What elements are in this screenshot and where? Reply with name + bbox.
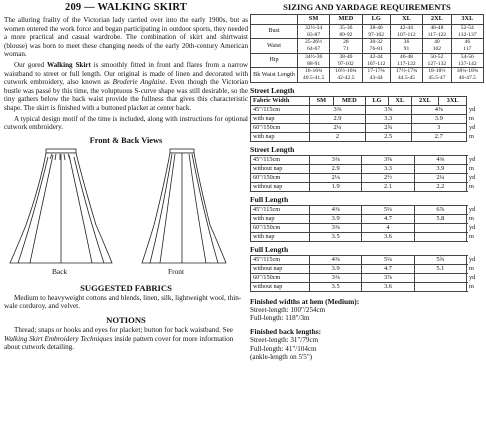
measurement-cm: 91 <box>403 46 410 53</box>
yardage-cell-2xl-3xl <box>414 223 466 232</box>
intro-paragraph-2 <box>4 61 248 113</box>
yardage-cell-sm-med: 1.9 <box>310 182 362 191</box>
measurement-cell <box>423 53 452 67</box>
intro-p2-broderie: Broderie Anglaise <box>112 78 166 87</box>
yardage-unit: m <box>469 282 474 290</box>
intro-p2-skirt-name: Walking Skirt <box>46 60 91 69</box>
front-view-drawing <box>142 149 226 263</box>
yardage-cell-lg-xl: 3.3 <box>365 114 411 123</box>
yardage-table <box>250 155 484 192</box>
measurement-inches: 46-48 <box>430 25 444 31</box>
yardage-row-label: without nap <box>251 164 310 173</box>
yardage-unit: yd <box>469 255 476 263</box>
intro-paragraph-1: The alluring frailty of the Victorian lady carried over into the early 1900s, but as women entered the work force and began participating in outdoor sports, they needed a more practical and casual wardrobe. The combination of skirt and shirtwaist (blouse) was born to meet these changing needs of the early 20th-century American woman. <box>4 16 248 59</box>
yardage-table <box>250 255 484 292</box>
yardage-cell-sm-med: 2.9 <box>310 114 366 123</box>
size-header: XL <box>390 15 422 25</box>
yardage-row-label: without nap <box>251 182 310 191</box>
measurement-cell <box>330 53 362 67</box>
yardage-row <box>251 114 484 123</box>
yardage-row <box>251 273 484 282</box>
measurement-cm: 107-112 <box>366 60 386 67</box>
yardage-cell-lg-xl: 5¼ <box>362 255 414 264</box>
yardage-row-label: 45"/115cm <box>251 155 310 164</box>
body-measurement-row <box>251 53 484 67</box>
yardage-unit: m <box>469 132 474 140</box>
yardage-row-label: 45"/115cm <box>251 105 310 114</box>
measurement-cm: 117-122 <box>397 60 416 67</box>
yardage-sections <box>250 86 484 292</box>
measurement-cm: 97-102 <box>337 60 354 67</box>
yardage-row-label: without nap <box>251 264 310 273</box>
measurement-cell <box>423 39 452 53</box>
yardage-unit: m <box>469 114 474 122</box>
measurement-cm: 42-42.5 <box>337 74 355 81</box>
measurement-inches: 36 <box>403 39 410 46</box>
size-header: SM <box>298 15 330 25</box>
finished-back-street: Street-length: 31"/79cm <box>250 336 319 345</box>
intro-p2-part-c: is smoothly fitted in front and flares from a narrow waistband to street or full length. Our original is made of linen and decorated with cutwork embroidery, also known as <box>4 60 248 87</box>
measurement-label: Bust <box>251 25 298 39</box>
body-measurement-row <box>251 39 484 53</box>
yardage-header-row <box>251 96 484 105</box>
measurement-inches: 32½-34 <box>305 25 323 31</box>
yardage-header-unit-blank <box>467 96 484 105</box>
size-header: 2XL <box>423 15 452 25</box>
measurement-inches: 30-32 <box>369 39 383 46</box>
yardage-header-cell: SM <box>310 96 334 105</box>
measurement-inches: 42-44 <box>369 53 383 60</box>
yardage-unit: m <box>469 214 474 222</box>
yardage-cell-sm-med: 2 <box>310 132 366 141</box>
yardage-row-label: with nap <box>251 232 310 241</box>
measurement-cm: 117-122 <box>427 31 447 38</box>
measurement-cm: 107-112 <box>397 31 416 38</box>
yardage-section-title: Street Length <box>250 85 295 95</box>
yardage-unit: yd <box>469 205 476 213</box>
notions-title: NOTIONS <box>106 314 146 325</box>
measurement-cm: 127-132 <box>427 60 447 67</box>
size-header-row <box>251 15 484 25</box>
yardage-row <box>251 155 484 164</box>
yardage-cell-lg-xl: 2.5 <box>365 132 411 141</box>
measurement-cm: 43-44 <box>369 74 383 81</box>
yardage-section-title: Street Length <box>250 144 295 154</box>
measurement-cell <box>390 68 422 82</box>
yardage-cell-lg-xl: 2½ <box>362 173 414 182</box>
notions-part-1: Thread; snaps or hooks and eyes for placket; button for back waistband. See <box>14 325 233 334</box>
measurement-cell <box>330 39 362 53</box>
measurement-cell <box>423 68 452 82</box>
yardage-header-cell: MED <box>333 96 365 105</box>
measurement-cm: 137-142 <box>458 60 477 67</box>
measurement-cm: 132-137 <box>458 31 477 38</box>
yardage-cell-lg-xl: 3⅞ <box>362 273 414 282</box>
yardage-cell-sm-med: 3.5 <box>310 282 362 291</box>
yardage-row <box>251 214 484 223</box>
measurement-cm: 71 <box>343 46 349 53</box>
measurement-cell <box>298 53 330 67</box>
size-header: MED <box>330 15 362 25</box>
yardage-cell-lg-xl: 3⅝ <box>362 155 414 164</box>
yardage-cell-sm-med: 3⅜ <box>310 223 362 232</box>
yardage-cell-sm-med: 3.9 <box>310 264 362 273</box>
yardage-row-label: with nap <box>251 132 310 141</box>
yardage-cell-sm-med: 3⅜ <box>310 273 362 282</box>
measurement-inches: 46-48 <box>399 53 413 60</box>
measurement-label: Hip <box>251 53 298 67</box>
yardage-row <box>251 182 484 191</box>
yardage-cell-2xl-3xl: 3.9 <box>411 114 466 123</box>
yardage-cell-2xl-3xl <box>414 232 466 241</box>
skirt-drawings <box>4 145 248 269</box>
measurement-label: Bk Waist Length <box>251 68 298 82</box>
skirt-views <box>4 145 248 281</box>
yardage-row-label: 60"/150cm <box>251 273 310 282</box>
size-header: LG <box>362 15 390 25</box>
measurement-cell <box>451 39 483 53</box>
yardage-row <box>251 223 484 232</box>
yardage-cell-sm-med: 2⅛ <box>310 173 362 182</box>
yardage-cell-2xl-3xl <box>414 282 466 291</box>
measurement-cm: 46-47.5 <box>458 74 476 81</box>
measurement-cell <box>362 68 390 82</box>
measurement-cell <box>362 53 390 67</box>
yardage-unit: m <box>469 182 474 190</box>
measurement-cm: 76-81 <box>369 46 383 53</box>
right-column <box>250 2 484 362</box>
yardage-cell-2xl-3xl: 3 <box>411 123 466 132</box>
yardage-cell-lg-xl: 4.7 <box>362 214 414 223</box>
yardage-unit: m <box>469 164 474 172</box>
measurement-cm: 97-102 <box>368 31 385 38</box>
intro-p2-part-e: . Even though the Victorian bustle was passé by this time, the voluptuous S-curve shape was still desirable, so the tiny gathers below the back waist provide the fullness that gives this characteristic shape. The skirt is finished with a buttoned placket at center back. <box>4 78 248 112</box>
yardage-unit: yd <box>469 223 476 231</box>
measurement-inches: 38-40 <box>369 25 383 31</box>
finished-width-full: Full-length: 118"/3m <box>250 314 310 323</box>
measurement-cell <box>298 39 330 53</box>
yardage-row-label: with nap <box>251 114 310 123</box>
yardage-row <box>251 282 484 291</box>
measurement-cm: 64-67 <box>307 46 321 53</box>
notions-text <box>4 326 248 352</box>
measurement-inches: 42-44 <box>399 25 413 31</box>
yardage-cell-lg-xl: 3⅝ <box>365 105 411 114</box>
yardage-cell-sm-med: 4⅜ <box>310 255 362 264</box>
measurement-cell <box>423 25 452 39</box>
measurement-inches: 16½-16¾ <box>335 68 357 75</box>
measurement-cm: 40.5-41.5 <box>302 74 325 81</box>
yardage-section-title: Full Length <box>250 194 289 204</box>
measurement-inches: 17½-17¾ <box>395 68 418 75</box>
yardage-cell-lg-xl: 2.1 <box>362 182 414 191</box>
measurement-inches: 35-36 <box>339 25 353 31</box>
measurement-inches: 18¼-18¾ <box>456 68 479 75</box>
measurement-inches: 40 <box>434 39 440 46</box>
yardage-cell-sm-med: 3⅜ <box>310 155 362 164</box>
measurement-cell <box>390 25 422 39</box>
measurement-inches: 38-40 <box>339 53 353 60</box>
yardage-table <box>250 96 484 142</box>
back-view-label: Back <box>52 266 68 276</box>
measurement-cell <box>451 53 483 67</box>
yardage-unit: yd <box>469 273 476 281</box>
body-measurement-row <box>251 25 484 39</box>
yardage-cell-sm-med: 4⅜ <box>310 205 362 214</box>
measurement-cm: 117 <box>463 46 472 53</box>
yardage-cell-lg-xl: 4 <box>362 223 414 232</box>
yardage-cell-sm-med: 3.9 <box>310 214 362 223</box>
finished-back-note: (ankle-length on 5'5") <box>250 353 313 362</box>
measurement-inches: 52-54 <box>460 25 474 31</box>
measurement-inches: 28 <box>343 39 349 46</box>
measurement-cm: 89-92 <box>339 31 353 38</box>
measurement-cell <box>362 39 390 53</box>
measurement-cell <box>330 25 362 39</box>
yardage-cell-sm-med: 3⅜ <box>310 105 366 114</box>
yardage-cell-lg-xl: 2¾ <box>365 123 411 132</box>
yardage-header-cell: 2XL <box>411 96 439 105</box>
yardage-row-label: with nap <box>251 214 310 223</box>
yardage-row-label: 45"/115cm <box>251 205 310 214</box>
yardage-cell-2xl-3xl: 3.9 <box>414 164 466 173</box>
yardage-row-label: 60"/150cm <box>251 223 310 232</box>
body-measurements-table <box>250 14 484 83</box>
yardage-cell-2xl-3xl: 4⅜ <box>411 105 466 114</box>
yardage-cell-2xl-3xl: 5.8 <box>414 214 466 223</box>
views-title: Front & Back Views <box>89 135 163 145</box>
measurement-cm: 44.5-45 <box>397 74 416 81</box>
yardage-row <box>251 255 484 264</box>
measurement-label: Waist <box>251 39 298 53</box>
measurement-cell <box>451 68 483 82</box>
yardage-unit: yd <box>469 105 476 113</box>
measurement-cell <box>330 68 362 82</box>
yardage-row <box>251 264 484 273</box>
measurement-inches: 34½-36 <box>305 53 323 60</box>
yardage-cell-2xl-3xl: 2.7 <box>411 132 466 141</box>
measurement-inches: 25-26½ <box>305 39 323 46</box>
yardage-cell-sm-med: 3.5 <box>310 232 362 241</box>
yardage-row <box>251 164 484 173</box>
measurement-inches: 16-16¾ <box>305 68 323 75</box>
measurement-cell <box>451 25 483 39</box>
pattern-title: 209 — WALKING SKIRT <box>65 2 187 13</box>
yardage-unit: yd <box>469 123 476 131</box>
yardage-cell-lg-xl: 3.3 <box>362 164 414 173</box>
measurement-cell <box>390 53 422 67</box>
front-view-label: Front <box>168 266 185 276</box>
size-header-blank <box>251 15 298 25</box>
size-header: 3XL <box>451 15 483 25</box>
yardage-unit: yd <box>469 173 476 181</box>
measurement-cm: 88-91 <box>307 60 321 67</box>
notions-embroidery-ref: Walking Skirt Embroidery Techniques <box>4 334 113 343</box>
measurement-cell <box>390 39 422 53</box>
fabrics-title: SUGGESTED FABRICS <box>80 282 172 293</box>
yardage-row-label: 45"/115cm <box>251 255 310 264</box>
yardage-row <box>251 173 484 182</box>
measurement-cell <box>362 25 390 39</box>
yardage-cell-2xl-3xl: 2¼ <box>414 173 466 182</box>
measurement-cell <box>298 68 330 82</box>
intro-text <box>4 16 248 132</box>
measurement-cm: 83-87 <box>307 31 321 38</box>
yardage-section-title: Full Length <box>250 244 289 254</box>
yardage-unit: yd <box>469 155 476 163</box>
yardage-unit: m <box>469 264 474 272</box>
fabrics-text: Medium to heavyweight cottons and blends, linen, silk, lightweight wool, thin-wale corduroy, and velvet. <box>4 293 242 311</box>
intro-paragraph-3: A typical design motif of the time is included, along with instructions for optional cutwork embroidery. <box>4 114 248 132</box>
yardage-cell-2xl-3xl: 6⅞ <box>414 205 466 214</box>
measurement-inches: 54-56 <box>460 53 474 60</box>
yardage-cell-lg-xl: 4.7 <box>362 264 414 273</box>
yardage-cell-2xl-3xl: 5.1 <box>414 264 466 273</box>
body-measurement-row <box>251 68 484 82</box>
yardage-cell-2xl-3xl: 2.2 <box>414 182 466 191</box>
yardage-cell-lg-xl: 3.6 <box>362 232 414 241</box>
yardage-header-cell: LG <box>365 96 388 105</box>
measurement-cm: 45.5-47 <box>428 74 446 81</box>
yardage-cell-sm-med: 2.9 <box>310 164 362 173</box>
yardage-row <box>251 232 484 241</box>
sizing-title: SIZING AND YARDAGE REQUIREMENTS <box>283 2 451 12</box>
left-column <box>4 2 248 352</box>
yardage-unit: m <box>469 232 474 240</box>
measurement-inches: 17-17¾ <box>367 68 385 75</box>
back-view-drawing <box>10 149 112 263</box>
finished-back-title: Finished back lengths: <box>250 327 322 337</box>
yardage-cell-2xl-3xl <box>414 273 466 282</box>
yardage-cell-lg-xl: 3.6 <box>362 282 414 291</box>
finished-back-full: Full-length: 41"/104cm <box>250 344 317 353</box>
measurement-inches: 46 <box>464 39 471 46</box>
finished-widths-title: Finished widths at hem (Medium): <box>250 296 360 306</box>
yardage-row-label: 60"/150cm <box>251 123 310 132</box>
yardage-row-label: without nap <box>251 282 310 291</box>
measurement-inches: 18-18½ <box>428 68 446 75</box>
yardage-cell-sm-med: 2¼ <box>310 123 366 132</box>
yardage-cell-lg-xl: 5¼ <box>362 205 414 214</box>
yardage-header-cell: XL <box>389 96 412 105</box>
finished-width-street: Street-length: 100"/254cm <box>250 305 326 314</box>
yardage-table <box>250 205 484 242</box>
yardage-row-label: 60"/150cm <box>251 173 310 182</box>
measurement-inches: 50-52 <box>430 53 444 60</box>
intro-p2-part-a: Our gored <box>14 60 47 69</box>
yardage-header-cell: 3XL <box>439 96 467 105</box>
yardage-row <box>251 123 484 132</box>
notions-part-3: inside pattern cover for more information about cutwork detailing. <box>4 334 234 352</box>
yardage-row <box>251 205 484 214</box>
yardage-row <box>251 132 484 141</box>
yardage-row <box>251 105 484 114</box>
measurement-cell <box>298 25 330 39</box>
yardage-header-cell: Fabric Width <box>251 96 310 105</box>
yardage-cell-2xl-3xl: 4⅜ <box>414 155 466 164</box>
yardage-cell-2xl-3xl: 5¾ <box>414 255 466 264</box>
measurement-cm: 102 <box>432 46 442 53</box>
